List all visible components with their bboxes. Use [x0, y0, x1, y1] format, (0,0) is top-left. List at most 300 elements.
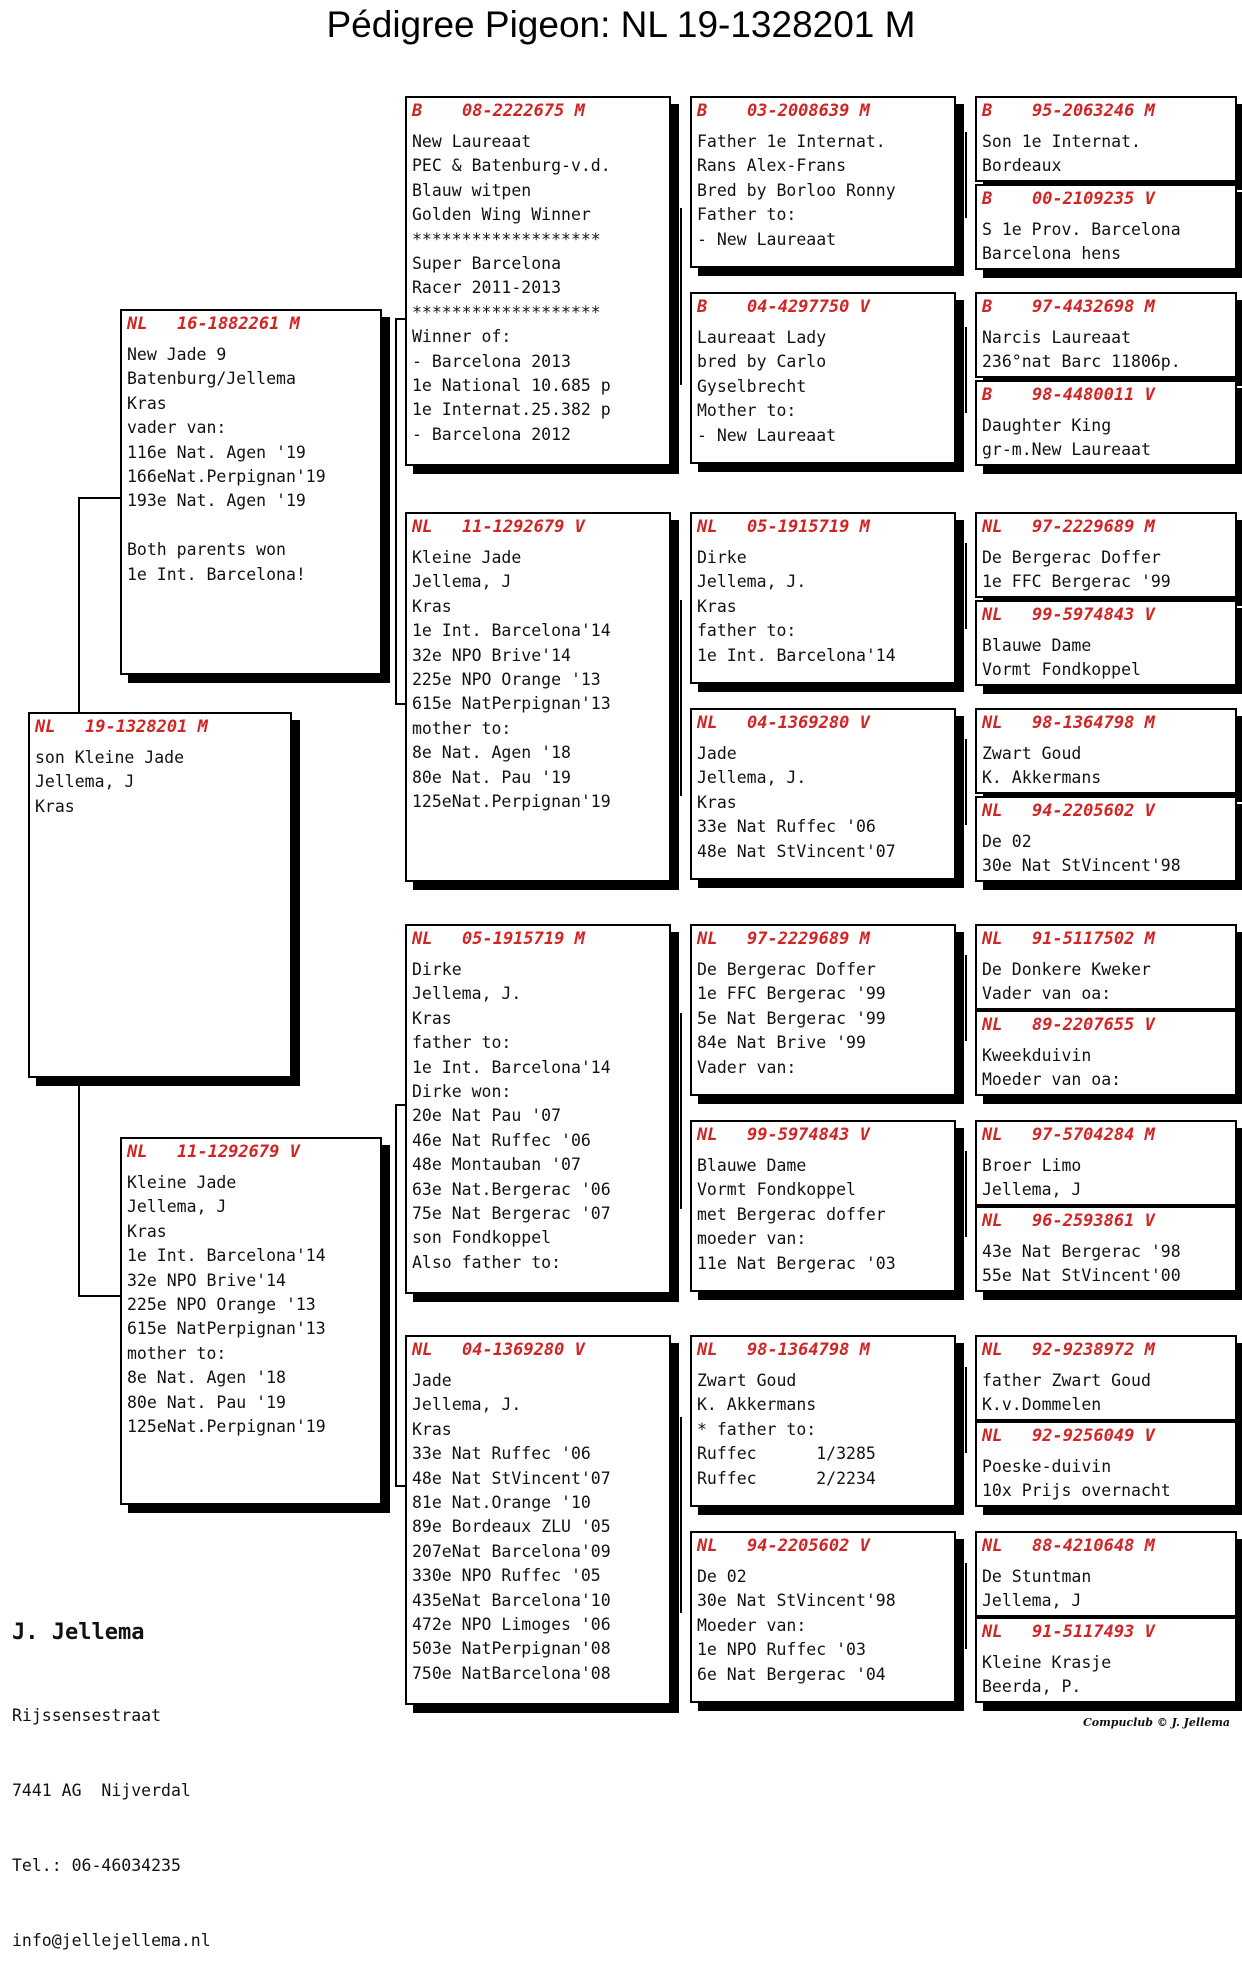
- note-line: Jade: [412, 1371, 452, 1390]
- ancestor-card[interactable]: [975, 1120, 1237, 1206]
- copyright-note: Compuclub © J. Jellema: [1083, 1716, 1230, 1729]
- pigeon-notes: [407, 958, 669, 1275]
- pigeon-notes: [977, 218, 1235, 267]
- note-line: De Bergerac Doffer: [697, 960, 876, 979]
- country-code: NL: [127, 1142, 148, 1162]
- note-line: Kras: [412, 1419, 452, 1439]
- ring-code: 08-2222675 M: [462, 101, 585, 121]
- connector-line: [965, 1151, 967, 1237]
- note-line: 89e Bordeaux ZLU '05: [412, 1517, 611, 1537]
- connector-line: [965, 132, 967, 218]
- connector-line: [78, 1085, 80, 1297]
- pigeon-notes: [122, 1171, 380, 1439]
- note-line: mother to:: [127, 1343, 227, 1363]
- note-line: * father to:: [697, 1419, 817, 1439]
- grandparent-card[interactable]: [405, 1335, 671, 1705]
- ancestor-card[interactable]: [975, 292, 1237, 378]
- country-code: NL: [982, 1536, 1003, 1556]
- ring-code: 99-5974843 V: [747, 1125, 870, 1145]
- great-grandparent-card[interactable]: [690, 1120, 956, 1292]
- country-code: B: [982, 101, 993, 121]
- note-line: 80e Nat. Pau '19: [127, 1392, 286, 1412]
- note-line: 20e Nat Pau '07: [412, 1106, 562, 1126]
- note-line: Narcis Laureaat: [982, 328, 1132, 347]
- note-line: Poeske-duivin: [982, 1457, 1112, 1476]
- note-line: Super Barcelona: [412, 254, 562, 274]
- country-code: NL: [982, 1622, 1003, 1642]
- breeder-contact: [12, 1570, 211, 1978]
- note-line: Jellema, J: [412, 572, 512, 592]
- note-line: 11e Nat Bergerac '03: [697, 1253, 896, 1273]
- ring-number: [692, 927, 954, 951]
- note-line: Jellema, J.: [697, 768, 807, 788]
- ring-number: [977, 99, 1235, 123]
- ring-number: [977, 515, 1235, 539]
- note-line: - New Laureaat: [697, 229, 837, 249]
- pigeon-notes: [977, 546, 1235, 595]
- connector-line: [680, 208, 682, 385]
- ancestor-card[interactable]: [975, 1531, 1237, 1617]
- connector-line: [680, 1417, 682, 1613]
- pigeon-notes: [977, 1154, 1235, 1203]
- country-code: NL: [982, 713, 1003, 733]
- note-line: Kras: [412, 596, 452, 616]
- note-line: met Bergerac doffer: [697, 1204, 886, 1224]
- ring-code: 19-1328201 M: [85, 717, 208, 737]
- note-line: Jellema, J.: [412, 984, 522, 1004]
- ring-code: 11-1292679 V: [177, 1142, 300, 1162]
- connector-line: [965, 1563, 967, 1649]
- grandparent-card[interactable]: [405, 96, 671, 466]
- note-line: 435eNat Barcelona'10: [412, 1590, 611, 1610]
- ancestor-card[interactable]: [975, 96, 1237, 182]
- note-line: De Bergerac Doffer: [982, 548, 1161, 567]
- country-code: NL: [127, 314, 148, 334]
- note-line: Ruffec 1/3285: [697, 1444, 876, 1464]
- ring-code: 94-2205602 V: [1032, 801, 1155, 821]
- ring-code: 88-4210648 M: [1032, 1536, 1155, 1556]
- grandparent-card[interactable]: [405, 512, 671, 882]
- country-code: NL: [412, 929, 433, 949]
- country-code: B: [412, 101, 423, 121]
- ring-number: [977, 1620, 1235, 1644]
- ring-code: 04-4297750 V: [747, 297, 870, 317]
- country-code: NL: [697, 1340, 718, 1360]
- note-line: Jellema, J: [35, 772, 135, 792]
- subject-pigeon-card[interactable]: [28, 712, 292, 1078]
- note-line: 1e FFC Bergerac '99: [982, 572, 1171, 592]
- note-line: Vormt Fondkoppel: [982, 660, 1141, 680]
- ring-code: 92-9238972 M: [1032, 1340, 1155, 1360]
- note-line: 750e NatBarcelona'08: [412, 1663, 611, 1683]
- pigeon-notes: [692, 958, 954, 1080]
- note-line: 1e Int. Barcelona'14: [697, 645, 896, 665]
- note-line: Dirke won:: [412, 1082, 512, 1102]
- ring-code: 03-2008639 M: [747, 101, 870, 121]
- ring-code: 11-1292679 V: [462, 517, 585, 537]
- note-line: 8e Nat. Agen '18: [127, 1368, 286, 1388]
- country-code: NL: [412, 517, 433, 537]
- ancestor-card[interactable]: [975, 600, 1237, 686]
- ring-code: 92-9256049 V: [1032, 1426, 1155, 1446]
- ring-code: 05-1915719 M: [462, 929, 585, 949]
- ring-number: [407, 515, 669, 539]
- connector-line: [78, 497, 120, 499]
- note-line: 615e NatPerpignan'13: [412, 694, 611, 714]
- pigeon-notes: [30, 746, 290, 819]
- note-line: Bordeaux: [982, 156, 1062, 176]
- note-line: Moeder van oa:: [982, 1070, 1122, 1090]
- note-line: father to:: [697, 621, 797, 641]
- ancestor-card[interactable]: [975, 184, 1237, 270]
- great-grandparent-card[interactable]: [690, 1335, 956, 1507]
- ring-code: 04-1369280 V: [747, 713, 870, 733]
- note-line: Blauw witpen: [412, 180, 532, 200]
- pigeon-notes: [977, 1044, 1235, 1093]
- ring-number: [977, 1123, 1235, 1147]
- note-line: Bred by Borloo Ronny: [697, 180, 896, 200]
- pigeon-notes: [977, 1651, 1235, 1700]
- note-line: 236°nat Barc 11806p.: [982, 352, 1181, 372]
- country-code: NL: [412, 1340, 433, 1360]
- ring-code: 98-1364798 M: [747, 1340, 870, 1360]
- connector-line: [680, 1013, 682, 1209]
- note-line: Father 1e Internat.: [697, 132, 886, 151]
- connector-line: [397, 703, 405, 705]
- pigeon-notes: [692, 1565, 954, 1687]
- note-line: Golden Wing Winner: [412, 205, 591, 225]
- ancestor-card[interactable]: [975, 796, 1237, 882]
- note-line: Gyselbrecht: [697, 376, 807, 396]
- ring-code: 00-2109235 V: [1032, 189, 1155, 209]
- connector-line: [397, 318, 405, 320]
- pigeon-notes: [977, 958, 1235, 1007]
- country-code: NL: [982, 1125, 1003, 1145]
- note-line: Vader van oa:: [982, 984, 1112, 1004]
- ring-code: 95-2063246 M: [1032, 101, 1155, 121]
- pigeon-notes: [977, 1565, 1235, 1614]
- note-line: mother to:: [412, 718, 512, 738]
- ancestor-card[interactable]: [975, 708, 1237, 794]
- connector-line: [78, 497, 80, 715]
- connector-line: [397, 1104, 405, 1106]
- ring-number: [977, 1338, 1235, 1362]
- note-line: New Laureaat: [412, 132, 532, 151]
- great-grandparent-card[interactable]: [690, 708, 956, 880]
- connector-line: [397, 1485, 405, 1487]
- note-line: De 02: [697, 1567, 747, 1586]
- connector-line: [965, 1367, 967, 1453]
- country-code: NL: [982, 1340, 1003, 1360]
- country-code: B: [982, 189, 993, 209]
- ancestor-card[interactable]: [975, 1206, 1237, 1292]
- connector-line: [965, 955, 967, 1041]
- note-line: Moeder van:: [697, 1615, 807, 1635]
- breeder-email[interactable]: info@jellejellema.nl: [12, 1931, 211, 1950]
- note-line: S 1e Prov. Barcelona: [982, 220, 1181, 239]
- ring-number: [122, 312, 380, 336]
- pigeon-notes: [977, 1369, 1235, 1418]
- note-line: De 02: [982, 832, 1032, 851]
- note-line: Kras: [412, 1008, 452, 1028]
- note-line: Blauwe Dame: [982, 636, 1092, 655]
- note-line: bred by Carlo: [697, 352, 827, 372]
- note-line: 33e Nat Ruffec '06: [412, 1444, 591, 1464]
- ring-number: [407, 1338, 669, 1362]
- note-line: 1e Int. Barcelona!: [127, 564, 306, 584]
- pigeon-notes: [977, 742, 1235, 791]
- note-line: 8e Nat. Agen '18: [412, 743, 571, 763]
- pigeon-notes: [977, 1455, 1235, 1504]
- note-line: Vader van:: [697, 1057, 797, 1077]
- great-grandparent-card[interactable]: [690, 96, 956, 268]
- note-line: Kweekduivin: [982, 1046, 1092, 1065]
- note-line: Winner of:: [412, 327, 512, 347]
- country-code: NL: [697, 713, 718, 733]
- note-line: 32e NPO Brive'14: [127, 1270, 286, 1290]
- ring-code: 05-1915719 M: [747, 517, 870, 537]
- note-line: gr-m.New Laureaat: [982, 440, 1151, 460]
- ring-number: [692, 515, 954, 539]
- ring-code: 97-5704284 M: [1032, 1125, 1155, 1145]
- note-line: 1e FFC Bergerac '99: [697, 984, 886, 1004]
- note-line: 1e Int. Barcelona'14: [412, 1057, 611, 1077]
- ring-code: 97-2229689 M: [1032, 517, 1155, 537]
- country-code: B: [982, 385, 993, 405]
- note-line: son Fondkoppel: [412, 1228, 552, 1248]
- ring-number: [977, 187, 1235, 211]
- note-line: Racer 2011-2013: [412, 278, 562, 298]
- ring-code: 98-1364798 M: [1032, 713, 1155, 733]
- note-line: 30e Nat StVincent'98: [697, 1591, 896, 1611]
- note-line: New Jade 9: [127, 345, 227, 364]
- note-line: Blauwe Dame: [697, 1156, 807, 1175]
- note-line: 46e Nat Ruffec '06: [412, 1130, 591, 1150]
- connector-line: [965, 327, 967, 413]
- great-grandparent-card[interactable]: [690, 1531, 956, 1703]
- ring-number: [407, 99, 669, 123]
- connector-line: [965, 543, 967, 629]
- country-code: NL: [982, 517, 1003, 537]
- ring-code: 98-4480011 V: [1032, 385, 1155, 405]
- note-line: Kleine Jade: [127, 1173, 237, 1192]
- great-grandparent-card[interactable]: [690, 512, 956, 684]
- note-line: 63e Nat.Bergerac '06: [412, 1179, 611, 1199]
- pigeon-notes: [692, 546, 954, 668]
- ring-number: [692, 1338, 954, 1362]
- ring-number: [977, 1534, 1235, 1558]
- note-line: Both parents won: [127, 540, 286, 560]
- note-line: 1e NPO Ruffec '03: [697, 1640, 866, 1660]
- country-code: NL: [982, 1015, 1003, 1035]
- connector-line: [680, 600, 682, 796]
- note-line: Jellema, J.: [412, 1395, 522, 1415]
- note-line: 472e NPO Limoges '06: [412, 1615, 611, 1635]
- note-line: Broer Limo: [982, 1156, 1082, 1175]
- ancestor-card[interactable]: [975, 1617, 1237, 1703]
- grandparent-card[interactable]: [405, 924, 671, 1294]
- pigeon-notes: [692, 326, 954, 448]
- note-line: 166eNat.Perpignan'19: [127, 467, 326, 487]
- note-line: 1e Int. Barcelona'14: [127, 1246, 326, 1266]
- ring-number: [977, 1013, 1235, 1037]
- note-line: 30e Nat StVincent'98: [982, 856, 1181, 876]
- ring-number: [692, 99, 954, 123]
- ancestor-card[interactable]: [975, 1421, 1237, 1507]
- pigeon-notes: [977, 326, 1235, 375]
- note-line: *******************: [412, 302, 601, 322]
- note-line: - Barcelona 2012: [412, 424, 571, 444]
- ring-code: 94-2205602 V: [747, 1536, 870, 1556]
- note-line: 1e Int. Barcelona'14: [412, 621, 611, 641]
- note-line: Batenburg/Jellema: [127, 369, 296, 389]
- country-code: B: [697, 297, 708, 317]
- connector-line: [78, 1295, 120, 1297]
- note-line: 1e National 10.685 p: [412, 376, 611, 396]
- ring-number: [977, 711, 1235, 735]
- note-line: Jellema, J: [982, 1591, 1082, 1611]
- pigeon-notes: [407, 130, 669, 447]
- country-code: NL: [697, 1536, 718, 1556]
- note-line: Kras: [127, 393, 167, 413]
- note-line: 48e Montauban '07: [412, 1155, 581, 1175]
- ancestor-card[interactable]: [975, 1010, 1237, 1096]
- note-line: 125eNat.Perpignan'19: [127, 1417, 326, 1437]
- ring-number: [977, 1424, 1235, 1448]
- note-line: Son 1e Internat.: [982, 132, 1141, 151]
- note-line: 207eNat Barcelona'09: [412, 1541, 611, 1561]
- ring-code: 16-1882261 M: [177, 314, 300, 334]
- note-line: - New Laureaat: [697, 425, 837, 445]
- ring-number: [692, 1123, 954, 1147]
- country-code: NL: [982, 1211, 1003, 1231]
- ring-code: 97-4432698 M: [1032, 297, 1155, 317]
- ring-number: [692, 711, 954, 735]
- ring-code: 96-2593861 V: [1032, 1211, 1155, 1231]
- ring-number: [977, 295, 1235, 319]
- country-code: NL: [982, 605, 1003, 625]
- ring-number: [692, 1534, 954, 1558]
- note-line: K. Akkermans: [982, 768, 1102, 788]
- note-line: Dirke: [697, 548, 747, 567]
- connector-line: [395, 318, 397, 705]
- sire-card[interactable]: [120, 309, 382, 675]
- note-line: 5e Nat Bergerac '99: [697, 1008, 886, 1028]
- pigeon-notes: [977, 130, 1235, 179]
- note-line: 6e Nat Bergerac '04: [697, 1664, 886, 1684]
- ring-number: [977, 383, 1235, 407]
- note-line: 48e Nat StVincent'07: [412, 1468, 611, 1488]
- note-line: 225e NPO Orange '13: [127, 1295, 316, 1315]
- pigeon-notes: [692, 1154, 954, 1276]
- ring-code: 91-5117502 M: [1032, 929, 1155, 949]
- note-line: 33e Nat Ruffec '06: [697, 817, 876, 837]
- ring-code: 89-2207655 V: [1032, 1015, 1155, 1035]
- pigeon-notes: [692, 1369, 954, 1491]
- note-line: Daughter King: [982, 416, 1112, 435]
- great-grandparent-card[interactable]: [690, 924, 956, 1096]
- breeder-street: Rijssensestraat: [12, 1706, 162, 1725]
- note-line: Rans Alex-Frans: [697, 156, 847, 176]
- ancestor-card[interactable]: [975, 380, 1237, 466]
- ring-number: [692, 295, 954, 319]
- pigeon-notes: [692, 130, 954, 252]
- dam-card[interactable]: [120, 1137, 382, 1505]
- ring-number: [30, 715, 290, 739]
- country-code: NL: [35, 717, 56, 737]
- note-line: 10x Prijs overnacht: [982, 1481, 1171, 1501]
- ring-number: [977, 799, 1235, 823]
- note-line: 1e Internat.25.382 p: [412, 400, 611, 420]
- note-line: vader van:: [127, 418, 227, 438]
- note-line: Kleine Jade: [412, 548, 522, 567]
- country-code: B: [697, 101, 708, 121]
- note-line: 84e Nat Brive '99: [697, 1033, 866, 1053]
- ring-code: 04-1369280 V: [462, 1340, 585, 1360]
- note-line: Kras: [35, 796, 75, 816]
- note-line: Father to:: [697, 205, 797, 225]
- pigeon-notes: [407, 546, 669, 814]
- note-line: Jellema, J: [127, 1197, 227, 1217]
- note-line: Jellema, J.: [697, 572, 807, 592]
- note-line: 55e Nat StVincent'00: [982, 1266, 1181, 1286]
- ring-number: [977, 927, 1235, 951]
- note-line: *******************: [412, 229, 601, 249]
- ancestor-card[interactable]: [975, 512, 1237, 598]
- note-line: K.v.Dommelen: [982, 1395, 1102, 1415]
- note-line: 75e Nat Bergerac '07: [412, 1204, 611, 1224]
- ancestor-card[interactable]: [975, 924, 1237, 1010]
- pigeon-notes: [407, 1369, 669, 1686]
- note-line: Also father to:: [412, 1252, 562, 1272]
- country-code: NL: [697, 1125, 718, 1145]
- note-line: Laureaat Lady: [697, 328, 827, 347]
- great-grandparent-card[interactable]: [690, 292, 956, 464]
- country-code: B: [982, 297, 993, 317]
- country-code: NL: [697, 929, 718, 949]
- breeder-phone: Tel.: 06-46034235: [12, 1856, 181, 1875]
- note-line: Beerda, P.: [982, 1677, 1082, 1697]
- pigeon-notes: [977, 1240, 1235, 1289]
- note-line: - Barcelona 2013: [412, 351, 571, 371]
- pigeon-notes: [122, 343, 380, 587]
- note-line: Zwart Goud: [982, 744, 1082, 763]
- note-line: 225e NPO Orange '13: [412, 670, 601, 690]
- note-line: 32e NPO Brive'14: [412, 645, 571, 665]
- note-line: De Donkere Kweker: [982, 960, 1151, 979]
- pigeon-notes: [977, 414, 1235, 463]
- note-line: De Stuntman: [982, 1567, 1092, 1586]
- ancestor-card[interactable]: [975, 1335, 1237, 1421]
- note-line: Ruffec 2/2234: [697, 1468, 876, 1488]
- note-line: 125eNat.Perpignan'19: [412, 792, 611, 812]
- note-line: Mother to:: [697, 401, 797, 421]
- country-code: NL: [982, 801, 1003, 821]
- country-code: NL: [982, 929, 1003, 949]
- note-line: 193e Nat. Agen '19: [127, 491, 306, 511]
- ring-number: [407, 927, 669, 951]
- note-line: son Kleine Jade: [35, 748, 185, 767]
- country-code: NL: [697, 517, 718, 537]
- ring-code: 91-5117493 V: [1032, 1622, 1155, 1642]
- note-line: Jellema, J: [982, 1180, 1082, 1200]
- note-line: Kras: [127, 1221, 167, 1241]
- pigeon-notes: [977, 634, 1235, 683]
- note-line: Kras: [697, 596, 737, 616]
- note-line: Barcelona hens: [982, 244, 1122, 264]
- note-line: Dirke: [412, 960, 462, 979]
- note-line: Kras: [697, 792, 737, 812]
